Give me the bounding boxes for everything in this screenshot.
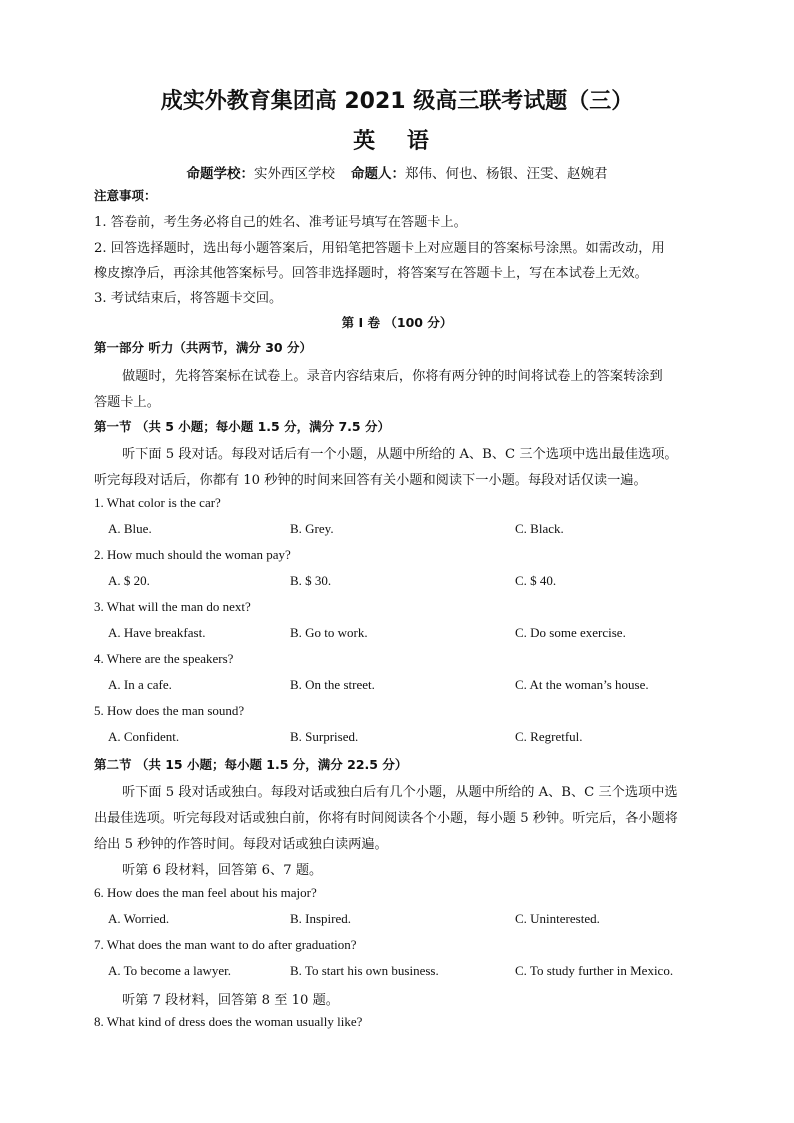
notice-heading: 注意事项：: [94, 188, 157, 203]
option-b: B. Grey.: [290, 521, 334, 536]
section2-heading: 第二节 （共 15 小题；每小题 1.5 分，满分 22.5 分）: [94, 757, 408, 772]
option-b: B. Inspired.: [290, 911, 352, 926]
notice-item-2b: 橡皮擦净后，再涂其他答案标号。回答非选择题时，将答案写在答题卡上，写在本试卷上无效。: [94, 266, 648, 281]
section2-instr-b: 出最佳选项。听完每段对话或独白前，你将有时间阅读各个小题，每小题 5 秒钟。听完后，各小题将: [94, 811, 678, 826]
option-b: B. Surprised.: [290, 729, 359, 744]
option-c: C. To study further in Mexico.: [515, 963, 674, 978]
notice-item-1: 1. 答卷前，考生务必将自己的姓名、准考证号填写在答题卡上。: [94, 215, 467, 230]
option-a: A. $ 20.: [108, 573, 150, 588]
part1-heading: 第一部分 听力（共两节，满分 30 分）: [94, 340, 312, 355]
option-c: C. Do some exercise.: [515, 625, 626, 640]
option-b: B. Go to work.: [290, 625, 368, 640]
option-c: C. Black.: [515, 521, 564, 536]
question-stem: 7. What does the man want to do after graduation?: [94, 937, 357, 952]
question-stem: 3. What will the man do next?: [94, 599, 251, 614]
school-name: 实外西区学校: [254, 166, 335, 182]
option-a: A. Blue.: [108, 521, 152, 536]
question-stem: 5. How does the man sound?: [94, 703, 245, 718]
section1-instr-a: 听下面 5 段对话。每段对话后有一个小题，从题中所给的 A、B、C 三个选项中选出最佳选项。: [122, 447, 678, 462]
question-stem: 6. How does the man feel about his major?: [94, 885, 317, 900]
subject-title: 英 语: [353, 129, 441, 154]
notice-item-2a: 2. 回答选择题时，选出每小题答案后，用铅笔把答题卡上对应题目的答案标号涂黑。如需改动，用: [94, 241, 665, 256]
option-c: C. Uninterested.: [515, 911, 600, 926]
option-a: A. In a cafe.: [108, 677, 172, 692]
option-b: B. $ 30.: [290, 573, 332, 588]
material-7-note: 听第 7 段材料，回答第 8 至 10 题。: [122, 993, 339, 1008]
question-stem: 1. What color is the car?: [94, 495, 221, 510]
section1-heading: 第一节 （共 5 小题；每小题 1.5 分，满分 7.5 分）: [94, 419, 390, 434]
material-6-note: 听第 6 段材料，回答第 6、7 题。: [122, 863, 323, 878]
option-c: C. At the woman’s house.: [515, 677, 649, 692]
notice-item-3: 3. 考试结束后，将答题卡交回。: [94, 291, 283, 306]
option-c: C. $ 40.: [515, 573, 557, 588]
section2-instr-c: 给出 5 秒钟的作答时间。每段对话或独白读两遍。: [94, 837, 388, 852]
exam-title: 成实外教育集团高 2021 级高三联考试题（三）: [160, 89, 634, 114]
school-label: 命题学校：: [186, 166, 254, 182]
question-stem: 8. What kind of dress does the woman usually like?: [94, 1014, 363, 1029]
author-names: 郑伟、何也、杨银、汪雯、赵婉君: [405, 166, 608, 182]
option-c: C. Regretful.: [515, 729, 583, 744]
option-b: B. To start his own business.: [290, 963, 439, 978]
option-a: A. Worried.: [108, 911, 170, 926]
option-a: A. To become a lawyer.: [108, 963, 232, 978]
volume-heading: 第 I 卷 （100 分）: [341, 315, 453, 330]
part1-intro-a: 做题时，先将答案标在试卷上。录音内容结束后，你将有两分钟的时间将试卷上的答案转涂到: [122, 369, 663, 384]
part1-intro-b: 答题卡上。: [94, 395, 160, 410]
option-a: A. Have breakfast.: [108, 625, 206, 640]
option-a: A. Confident.: [108, 729, 180, 744]
author-label: 命题人：: [351, 166, 405, 182]
section1-instr-b: 听完每段对话后，你都有 10 秒钟的时间来回答有关小题和阅读下一小题。每段对话仅读一遍。: [94, 473, 647, 488]
author-line: [0, 162, 794, 182]
question-stem: 2. How much should the woman pay?: [94, 547, 291, 562]
question-stem: 4. Where are the speakers?: [94, 651, 234, 666]
section2-instr-a: 听下面 5 段对话或独白。每段对话或独白后有几个小题，从题中所给的 A、B、C 三个选项中选: [122, 785, 678, 800]
option-b: B. On the street.: [290, 677, 375, 692]
